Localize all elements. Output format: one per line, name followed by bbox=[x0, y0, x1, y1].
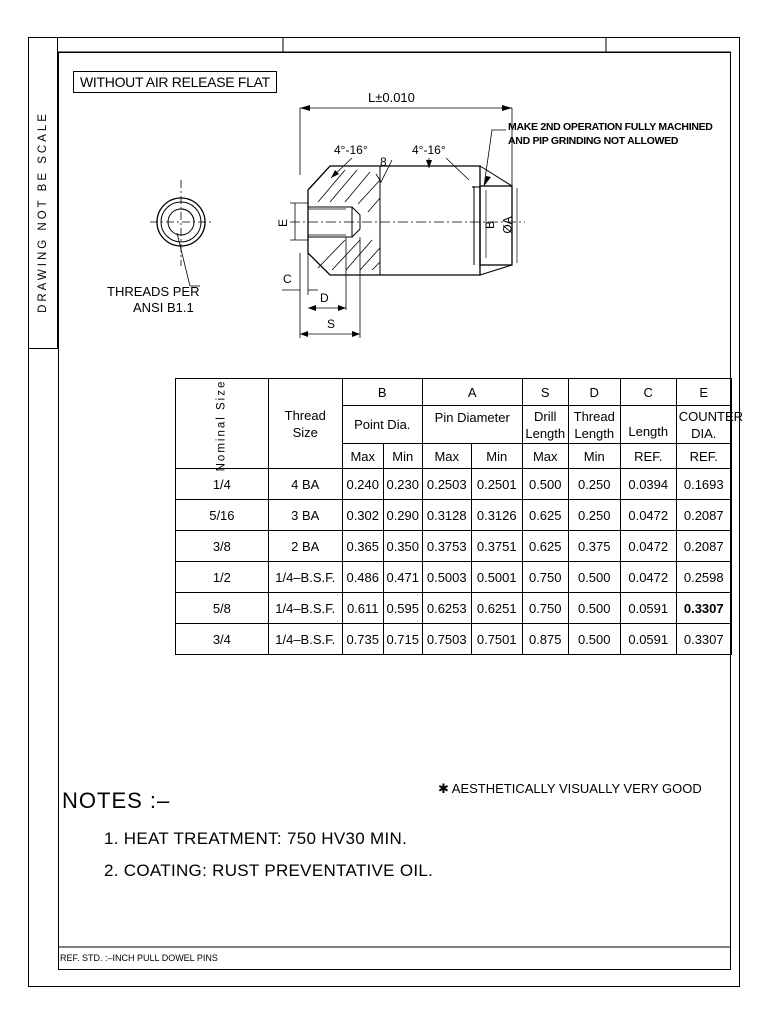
table-cell: 0.0472 bbox=[620, 531, 676, 562]
subheader-cell: Max bbox=[342, 444, 383, 469]
angle-right: 4°-16° bbox=[412, 143, 446, 157]
table-cell: 0.0394 bbox=[620, 469, 676, 500]
table-cell: 0.500 bbox=[522, 469, 568, 500]
table-cell: 0.5001 bbox=[471, 562, 522, 593]
col-e-header: E bbox=[676, 379, 731, 406]
table-row bbox=[176, 593, 732, 624]
roughness-mark: 8 bbox=[380, 155, 387, 169]
subheader-cell: REF. bbox=[676, 444, 731, 469]
dim-s-label: S bbox=[327, 317, 336, 331]
table-cell: 0.735 bbox=[342, 624, 383, 655]
col-d-header: D bbox=[568, 379, 620, 406]
side-note: DRAWING NOT BE SCALE bbox=[37, 111, 49, 313]
table-cell: 0.3128 bbox=[422, 500, 471, 531]
table-cell: 0.6253 bbox=[422, 593, 471, 624]
table-row bbox=[176, 469, 732, 500]
table-cell: 0.230 bbox=[383, 469, 422, 500]
table-cell: 0.5003 bbox=[422, 562, 471, 593]
table-cell: 0.3751 bbox=[471, 531, 522, 562]
table-cell: 3/4 bbox=[176, 624, 269, 655]
table-cell: 1/4–B.S.F. bbox=[268, 593, 342, 624]
col-a-header: A bbox=[422, 379, 522, 406]
table-cell: 2 BA bbox=[268, 531, 342, 562]
table-cell: 0.0472 bbox=[620, 562, 676, 593]
table-cell: 3/8 bbox=[176, 531, 269, 562]
table-row bbox=[176, 624, 732, 655]
length-dimension: L±0.010 bbox=[368, 90, 415, 105]
table-cell: 0.750 bbox=[522, 593, 568, 624]
table-cell: 0.0591 bbox=[620, 624, 676, 655]
dim-d-label: D bbox=[320, 291, 329, 305]
angle-left: 4°-16° bbox=[334, 143, 368, 157]
table-cell: 0.0591 bbox=[620, 593, 676, 624]
table-cell: 4 BA bbox=[268, 469, 342, 500]
table-cell: 5/16 bbox=[176, 500, 269, 531]
notes-heading: NOTES :– bbox=[62, 788, 171, 813]
table-cell: 0.500 bbox=[568, 593, 620, 624]
thread-length-header: Thread Length bbox=[568, 406, 620, 444]
dim-a-label: ØA bbox=[500, 216, 515, 234]
table-cell: 0.350 bbox=[383, 531, 422, 562]
threads-label-2: ANSI B1.1 bbox=[133, 300, 194, 315]
table-cell: 0.486 bbox=[342, 562, 383, 593]
table-cell: 1/4 bbox=[176, 469, 269, 500]
table-cell: 0.2087 bbox=[676, 531, 731, 562]
col-c-header: C bbox=[620, 379, 676, 406]
table-cell: 0.595 bbox=[383, 593, 422, 624]
point-dia-header: Point Dia. bbox=[342, 406, 422, 444]
table-cell: 0.1693 bbox=[676, 469, 731, 500]
subheader-cell: Max bbox=[522, 444, 568, 469]
table-cell: 0.2503 bbox=[422, 469, 471, 500]
table-cell: 5/8 bbox=[176, 593, 269, 624]
drawing-title: WITHOUT AIR RELEASE FLAT bbox=[73, 71, 277, 93]
nominal-size-header: Nominal Size bbox=[176, 379, 269, 469]
subheader-cell: Min bbox=[471, 444, 522, 469]
note-1: 1. HEAT TREATMENT: 750 HV30 MIN. bbox=[104, 829, 408, 848]
table-row bbox=[176, 531, 732, 562]
spec-table bbox=[175, 378, 744, 655]
subheader-cell: Min bbox=[383, 444, 422, 469]
machining-note-2: AND PIP GRINDING NOT ALLOWED bbox=[508, 135, 679, 147]
subheader-cell: Max bbox=[422, 444, 471, 469]
table-cell: 3 BA bbox=[268, 500, 342, 531]
table-cell: 0.375 bbox=[568, 531, 620, 562]
table-cell: 0.3307 bbox=[676, 593, 731, 624]
counter-dia-header: COUNTER DIA. bbox=[676, 406, 731, 444]
table-cell: 0.625 bbox=[522, 531, 568, 562]
col-b-header: B bbox=[342, 379, 422, 406]
table-cell: 0.365 bbox=[342, 531, 383, 562]
dim-c-label: C bbox=[283, 272, 292, 286]
table-cell: 1/2 bbox=[176, 562, 269, 593]
table-cell: 1/4–B.S.F. bbox=[268, 562, 342, 593]
threads-label-1: THREADS PER bbox=[107, 284, 200, 299]
note-2: 2. COATING: RUST PREVENTATIVE OIL. bbox=[104, 861, 434, 880]
table-cell: 0.250 bbox=[568, 469, 620, 500]
table-cell: 0.240 bbox=[342, 469, 383, 500]
length-header: Length bbox=[620, 406, 676, 444]
subheader-cell: Min bbox=[568, 444, 620, 469]
table-row bbox=[176, 500, 732, 531]
table-row bbox=[176, 562, 732, 593]
table-cell: 0.471 bbox=[383, 562, 422, 593]
table-cell: 0.611 bbox=[342, 593, 383, 624]
table-cell: 0.0472 bbox=[620, 500, 676, 531]
table-cell: 0.500 bbox=[568, 624, 620, 655]
table-cell: 1/4–B.S.F. bbox=[268, 624, 342, 655]
table-cell: 0.3126 bbox=[471, 500, 522, 531]
machining-note-1: MAKE 2ND OPERATION FULLY MACHINED bbox=[508, 121, 713, 133]
table-cell: 0.290 bbox=[383, 500, 422, 531]
ref-std-footer: REF. STD. :–INCH PULL DOWEL PINS bbox=[60, 953, 218, 963]
end-view bbox=[150, 180, 212, 286]
thread-size-header: Thread Size bbox=[268, 379, 342, 469]
dim-b-label: B bbox=[483, 220, 498, 230]
table-cell: 0.3753 bbox=[422, 531, 471, 562]
table-cell: 0.875 bbox=[522, 624, 568, 655]
table-cell: 0.250 bbox=[568, 500, 620, 531]
table-cell: 0.2501 bbox=[471, 469, 522, 500]
table-cell: 0.6251 bbox=[471, 593, 522, 624]
table-cell: 0.3307 bbox=[676, 624, 731, 655]
pin-diameter-header: Pin Diameter bbox=[422, 406, 522, 444]
aesthetic-note: ✱ AESTHETICALLY VISUALLY VERY GOOD bbox=[438, 781, 702, 796]
table-cell: 0.7503 bbox=[422, 624, 471, 655]
table-cell: 0.750 bbox=[522, 562, 568, 593]
table-cell: 0.302 bbox=[342, 500, 383, 531]
table-cell: 0.715 bbox=[383, 624, 422, 655]
table-header-row-1 bbox=[176, 379, 732, 406]
table-cell: 0.2598 bbox=[676, 562, 731, 593]
dim-e-label: E bbox=[276, 218, 291, 228]
table-cell: 0.625 bbox=[522, 500, 568, 531]
table-cell: 0.7501 bbox=[471, 624, 522, 655]
drill-length-header: Drill Length bbox=[522, 406, 568, 444]
subheader-cell: REF. bbox=[620, 444, 676, 469]
col-s-header: S bbox=[522, 379, 568, 406]
table-cell: 0.2087 bbox=[676, 500, 731, 531]
table-cell: 0.500 bbox=[568, 562, 620, 593]
